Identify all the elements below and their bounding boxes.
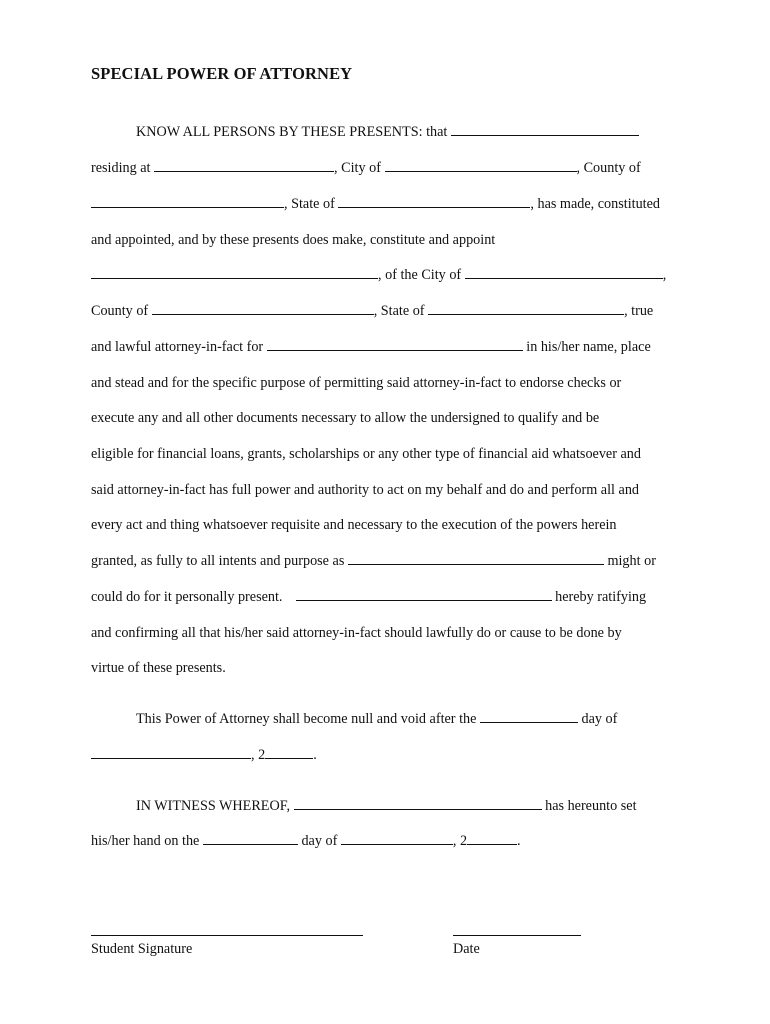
text-segment: , 2 [251, 747, 266, 763]
paragraph-line [91, 624, 681, 642]
grantor-state-blank[interactable] [338, 195, 530, 208]
paragraph-line [91, 231, 681, 249]
paragraph-line [91, 588, 681, 606]
principal-name-blank-3[interactable] [296, 588, 552, 601]
paragraph-line [136, 797, 726, 815]
attorney-state-blank[interactable] [428, 302, 624, 315]
attorney-county-blank[interactable] [152, 302, 374, 315]
text-segment: , of the City of [378, 267, 462, 283]
witness-name-blank[interactable] [294, 797, 542, 810]
text-segment: , State of [284, 196, 335, 212]
paragraph-line [91, 516, 681, 534]
text-segment: and confirming all that his/her said attorney-in-fact should lawfully do or cause to be done by [91, 625, 622, 641]
text-segment: virtue of these presents. [91, 660, 226, 676]
text-segment: granted, as fully to all intents and purpose as [91, 553, 345, 569]
text-segment: execute any and all other documents necessary to allow the undersigned to qualify and be [91, 410, 600, 426]
text-segment: KNOW ALL PERSONS BY THESE PRESENTS: that [136, 124, 448, 140]
text-segment: every act and thing whatsoever requisite and necessary to the execution of the powers herein [91, 517, 617, 533]
attorney-city-blank[interactable] [465, 266, 663, 279]
document-title: SPECIAL POWER OF ATTORNEY [91, 64, 353, 83]
text-segment: might or [607, 553, 656, 569]
signing-month-blank[interactable] [341, 832, 453, 845]
principal-name-blank[interactable] [267, 338, 523, 351]
paragraph-line [136, 123, 726, 141]
paragraph-line [91, 195, 681, 213]
text-segment: , State of [373, 303, 425, 319]
signing-day-blank[interactable] [203, 832, 298, 845]
text-segment: . [517, 833, 521, 849]
paragraph-line [91, 832, 681, 850]
text-segment: , County of [576, 160, 641, 176]
text-segment: and stead and for the specific purpose of permitting said attorney-in-fact to endorse checks or [91, 375, 622, 391]
text-segment: his/her hand on the [91, 833, 200, 849]
text-segment: and appointed, and by these presents does make, constitute and appoint [91, 232, 496, 248]
expiry-month-blank[interactable] [91, 746, 251, 759]
paragraph-line [91, 552, 681, 570]
paragraph-line [91, 659, 681, 677]
text-segment: day of [301, 833, 338, 849]
paragraph-line [91, 409, 681, 427]
text-segment: , has made, constituted [530, 196, 661, 212]
paragraph-line [91, 445, 681, 463]
text-segment: said attorney-in-fact has full power and authority to act on my behalf and do and perform all and [91, 482, 640, 498]
signing-year-blank[interactable] [467, 832, 517, 845]
paragraph-line [91, 746, 681, 764]
text-segment: , City of [334, 160, 381, 176]
paragraph-line [91, 374, 681, 392]
text-segment: in his/her name, place [526, 339, 651, 355]
text-segment: . [313, 747, 317, 763]
text-segment: could do for it personally present. [91, 589, 283, 605]
date-signature-line[interactable] [453, 935, 581, 936]
text-segment: and lawful attorney-in-fact for [91, 339, 264, 355]
expiry-day-blank[interactable] [480, 710, 578, 723]
principal-name-blank-2[interactable] [348, 552, 604, 565]
expiry-year-blank[interactable] [265, 746, 313, 759]
paragraph-line [91, 266, 681, 284]
paragraph-line [91, 481, 681, 499]
paragraph-line [91, 159, 681, 177]
text-segment: IN WITNESS WHEREOF, [136, 798, 291, 814]
text-segment: This Power of Attorney shall become null and void after the [136, 711, 477, 727]
text-segment: , true [624, 303, 654, 319]
attorney-name-blank[interactable] [91, 266, 378, 279]
text-segment: hereby ratifying [555, 589, 647, 605]
grantor-name-blank[interactable] [451, 123, 639, 136]
paragraph-line [136, 710, 726, 728]
text-segment: residing at [91, 160, 151, 176]
grantor-county-blank[interactable] [91, 195, 284, 208]
text-segment: County of [91, 303, 149, 319]
grantor-city-blank[interactable] [385, 159, 577, 172]
grantor-address-blank[interactable] [154, 159, 334, 172]
text-segment: has hereunto set [545, 798, 637, 814]
paragraph-line [91, 302, 681, 320]
student-signature-label: Student Signature [91, 941, 193, 957]
student-signature-line[interactable] [91, 935, 363, 936]
text-segment: eligible for financial loans, grants, scholarships or any other type of financial aid whatsoever and [91, 446, 641, 462]
paragraph-line [91, 338, 681, 356]
date-label: Date [453, 941, 480, 957]
text-segment: , 2 [452, 833, 468, 849]
text-segment: , [662, 267, 667, 283]
text-segment: day of [581, 711, 618, 727]
